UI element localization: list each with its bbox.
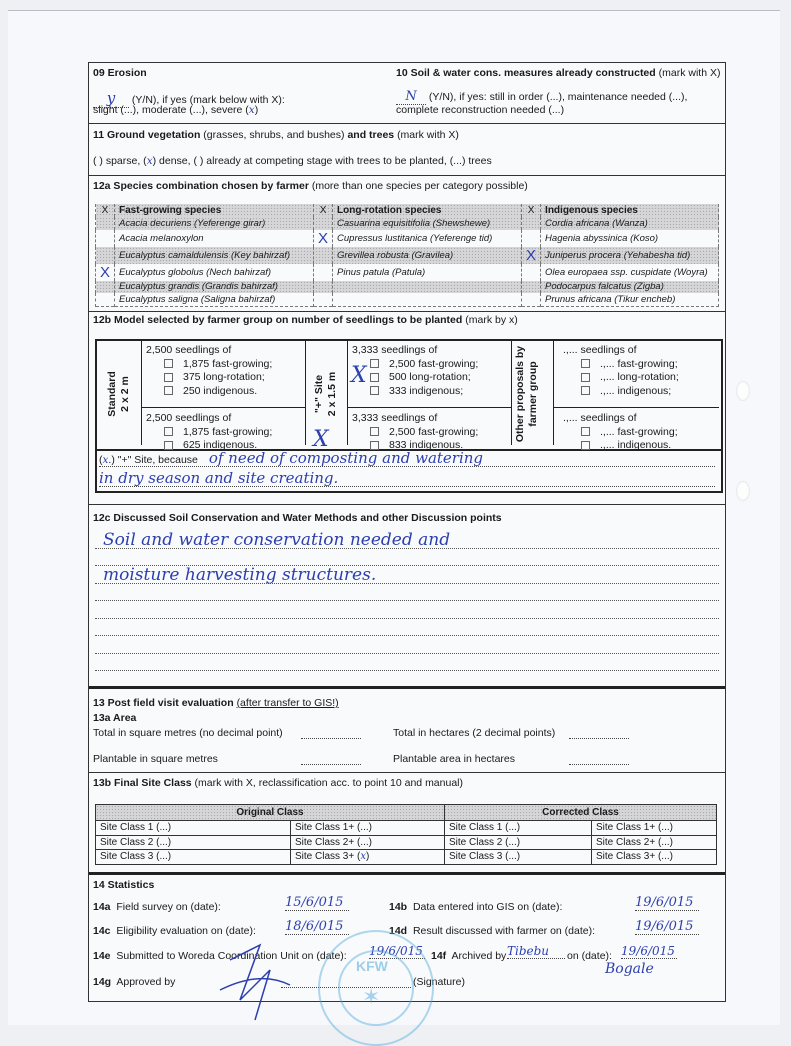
- model-title-bold: 12b Model selected by farmer group on number of seedlings to be planted: [93, 314, 463, 326]
- option-item: .,... fast-growing;: [600, 357, 678, 370]
- species-row: [96, 281, 719, 294]
- swc-answer[interactable]: N: [405, 89, 417, 104]
- site-class-option[interactable]: Site Class 1+ (...): [291, 821, 445, 836]
- indigenous-species: Olea europaea ssp. cuspidate (Woyra): [541, 264, 719, 281]
- option-item: 625 indigenous.: [183, 439, 258, 451]
- site-class-option[interactable]: Site Class 3 (...): [445, 850, 592, 865]
- swc-title-bold: 10 Soil & water cons. measures already constructed: [396, 67, 656, 79]
- option-head: 3,333 seedlings of: [352, 412, 438, 424]
- erosion-close: ): [254, 104, 259, 116]
- area-title: 13a Area: [93, 712, 137, 724]
- total-ha-field[interactable]: [569, 727, 629, 739]
- site-class-option[interactable]: Site Class 2+ (...): [291, 835, 445, 850]
- stat-num: 14b: [389, 901, 408, 913]
- checkbox[interactable]: [581, 359, 590, 368]
- other-label-line1: Other proposals by: [514, 345, 526, 443]
- site-class-option[interactable]: Site Class 3 (...): [96, 850, 291, 865]
- discussion-text-1[interactable]: Soil and water conservation needed and: [103, 529, 451, 550]
- vegetation-title-b2: and trees: [347, 129, 395, 141]
- total-sqm-label: Total in square metres (no decimal point): [93, 727, 283, 739]
- fast-growing-species: Eucalyptus grandis (Grandis bahirzaf): [115, 281, 314, 294]
- fast-growing-species: Eucalyptus saligna (Saligna bahirzaf): [115, 293, 314, 306]
- x-column-header: X: [96, 204, 115, 217]
- site-class-option[interactable]: Site Class 2 (...): [96, 835, 291, 850]
- checkbox[interactable]: [164, 359, 173, 368]
- site-class-3plus-option[interactable]: [291, 850, 445, 865]
- checkbox[interactable]: [164, 386, 173, 395]
- erosion-severity: [93, 104, 258, 116]
- vegetation-title: [93, 129, 459, 141]
- long-rotation-species: Casuarina equisitifolia (Shewshewe): [333, 217, 522, 230]
- species-mark[interactable]: [96, 217, 115, 230]
- official-stamp: [318, 930, 434, 1046]
- site-class-row: [96, 835, 717, 850]
- species-mark[interactable]: X: [314, 230, 333, 247]
- site-class-title-note: (mark with X, reclassification acc. to point 10 and manual): [194, 777, 463, 789]
- stat-num: 14g: [93, 976, 112, 988]
- fast-growing-species: Eucalyptus globolus (Nech bahirzaf): [115, 264, 314, 281]
- checkbox[interactable]: [370, 359, 379, 368]
- stat-label: Field survey on (date):: [116, 901, 221, 913]
- discussion-text-2[interactable]: moisture harvesting structures.: [103, 564, 377, 585]
- stamp-text: KFW: [356, 958, 388, 974]
- vegetation-options: [93, 155, 492, 167]
- checkbox[interactable]: [164, 427, 173, 436]
- signature-label: (Signature): [413, 976, 465, 988]
- site-class-option[interactable]: Site Class 2 (...): [445, 835, 592, 850]
- swc-title-note: (mark with X): [658, 67, 721, 79]
- erosion-severity-text: slight (...), moderate (...), severe (: [93, 104, 249, 116]
- option-item: .,... long-rotation;: [600, 371, 679, 383]
- discussion-lines: [95, 531, 719, 689]
- site-class-title: [93, 777, 463, 789]
- long-rotation-species: [333, 281, 522, 294]
- checkbox[interactable]: [370, 386, 379, 395]
- model-title: [93, 314, 518, 326]
- long-rotation-header: Long-rotation species: [333, 204, 522, 217]
- species-header-row: [96, 204, 719, 217]
- stat-num: 14e: [93, 950, 111, 962]
- species-mark[interactable]: X: [522, 247, 541, 264]
- post-eval-title: [93, 697, 339, 709]
- checkbox[interactable]: [370, 373, 379, 382]
- option-head: 2,500 seedlings of: [146, 344, 232, 356]
- site-class-3plus-label: Site Class 3+ (: [295, 851, 361, 863]
- species-row: [96, 293, 719, 306]
- site-class-3plus-close: ): [365, 851, 370, 863]
- divider: [89, 872, 725, 875]
- species-title-bold: 12a Species combination chosen by farmer: [93, 180, 309, 192]
- plantable-sqm-field[interactable]: [301, 753, 361, 765]
- stat-num: 14d: [389, 925, 408, 937]
- severe-mark[interactable]: x: [248, 104, 255, 116]
- model-table: [95, 339, 723, 451]
- species-row: [96, 230, 719, 247]
- other-label-line2: farmer group: [527, 361, 539, 427]
- option-item: .,... indigenous.: [600, 439, 672, 451]
- stat-num: 14f: [431, 950, 447, 962]
- species-mark[interactable]: X: [96, 264, 115, 281]
- option-item: 2,500 fast-growing;: [389, 425, 479, 438]
- vegetation-title-b1: 11 Ground vegetation: [93, 129, 201, 141]
- stat-14b: [389, 901, 562, 913]
- stat-label: Data entered into GIS on (date):: [412, 901, 563, 913]
- option-item: 1,875 fast-growing;: [183, 425, 273, 438]
- discussion-title: 12c Discussed Soil Conservation and Water Methods and other Discussion points: [93, 512, 502, 524]
- field-survey-date[interactable]: 15/6/015: [285, 895, 349, 911]
- species-mark[interactable]: [96, 230, 115, 247]
- stat-14g: [93, 976, 175, 988]
- stat-label: Result discussed with farmer on (date):: [412, 925, 596, 937]
- star-icon: ✶: [362, 984, 381, 1009]
- divider: [89, 123, 725, 124]
- long-rotation-species: [333, 293, 522, 306]
- divider: [89, 772, 725, 773]
- option-item: .,... indigenous;: [600, 384, 672, 397]
- original-class-header: Original Class: [96, 805, 445, 821]
- option-head: .,... seedlings of: [563, 344, 637, 356]
- statistics-title: 14 Statistics: [93, 879, 155, 891]
- option-head: 2,500 seedlings of: [146, 412, 232, 424]
- checkbox[interactable]: [581, 386, 590, 395]
- species-mark[interactable]: [314, 247, 333, 264]
- stat-14a: [93, 901, 221, 913]
- post-eval-title-underlined: (after transfer to GIS!): [236, 697, 339, 709]
- indigenous-species: Podocarpus falcatus (Zigba): [541, 281, 719, 294]
- site-class-3plus-mark[interactable]: x: [360, 851, 366, 863]
- site-class-row: [96, 850, 717, 865]
- plus-site-label-line1: "+" Site: [313, 374, 325, 414]
- vegetation-opt1: ( ) sparse, (: [93, 155, 147, 167]
- site-class-option[interactable]: Site Class 3+ (...): [592, 850, 717, 865]
- post-eval-title-bold: 13 Post field visit evaluation: [93, 697, 234, 709]
- stat-label: Approved by: [116, 976, 176, 988]
- because-label: .) "+" Site, because: [108, 454, 198, 466]
- plantable-sqm-label: Plantable in square metres: [93, 753, 218, 765]
- total-ha-label: Total in hectares (2 decimal points): [393, 727, 556, 739]
- other-option-a: [563, 344, 679, 398]
- submitted-date[interactable]: 19/6/015: [369, 944, 425, 959]
- form: [88, 62, 726, 1002]
- stat-label: Archived by: [451, 950, 507, 962]
- species-table: [95, 204, 719, 307]
- fast-growing-species: Acacia melanoxylon: [115, 230, 314, 247]
- option-head: 3,333 seedlings of: [352, 344, 438, 356]
- option-item: 375 long-rotation;: [183, 371, 265, 383]
- signature-scribble: [200, 940, 320, 1024]
- plus-site-label-line2: 2 x 1.5 m: [326, 371, 338, 417]
- stat-label: Eligibility evaluation on (date):: [116, 925, 256, 937]
- site-class-option[interactable]: Site Class 1 (...): [445, 821, 592, 836]
- indigenous-species: Hagenia abyssinica (Koso): [541, 230, 719, 247]
- because-open: (: [99, 454, 103, 466]
- species-mark[interactable]: [314, 264, 333, 281]
- divider: [89, 686, 725, 689]
- dense-mark[interactable]: x: [146, 155, 153, 167]
- total-sqm-field[interactable]: [301, 727, 361, 739]
- species-mark[interactable]: [314, 293, 333, 306]
- checkbox[interactable]: [370, 427, 379, 436]
- species-mark[interactable]: [314, 217, 333, 230]
- site-class-option[interactable]: Site Class 1+ (...): [592, 821, 717, 836]
- plantable-ha-label: Plantable area in hectares: [393, 753, 515, 765]
- vegetation-opt2: ) dense, ( ) already at competing stage with trees to be planted, (...) trees: [152, 155, 492, 167]
- because-line-1: [99, 449, 715, 467]
- site-class-title-bold: 13b Final Site Class: [93, 777, 192, 789]
- divider: [89, 175, 725, 176]
- fast-growing-species: Eucalyptus camaldulensis (Key bahirzaf): [115, 247, 314, 264]
- x-column-header: X: [522, 204, 541, 217]
- standard-label: [106, 344, 132, 444]
- option-item: 833 indigenous.: [389, 439, 464, 451]
- gis-entry-date[interactable]: 19/6/015: [635, 895, 699, 911]
- x-column-header: X: [314, 204, 333, 217]
- swc-yn: [396, 89, 687, 105]
- plus-site-mark[interactable]: X: [313, 427, 329, 452]
- checkbox[interactable]: [581, 373, 590, 382]
- option-item: 250 indigenous.: [183, 384, 258, 397]
- species-title: [93, 180, 528, 192]
- fast-growing-header: Fast-growing species: [115, 204, 314, 217]
- long-rotation-species: Pinus patula (Patula): [333, 264, 522, 281]
- site-class-option[interactable]: Site Class 1 (...): [96, 821, 291, 836]
- stat-14d: [389, 925, 595, 937]
- handwritten-name: Bogale: [605, 961, 654, 977]
- vegetation-title-n2: (mark with X): [397, 129, 459, 141]
- option-item: 333 indigenous;: [389, 384, 464, 397]
- site-class-table: [95, 804, 717, 865]
- archived-by-name[interactable]: Tibebu: [507, 944, 565, 959]
- stat-num: 14a: [93, 901, 111, 913]
- option-item: .,... fast-growing;: [600, 425, 678, 438]
- standard-option-a: [146, 344, 272, 398]
- plus-option-a: [352, 344, 478, 398]
- erosion-title: 09 Erosion: [93, 67, 147, 79]
- species-mark[interactable]: [96, 247, 115, 264]
- species-mark[interactable]: [314, 281, 333, 294]
- erosion-answer[interactable]: y: [106, 89, 116, 107]
- site-class-row: [96, 821, 717, 836]
- fast-growing-species: Acacia decuriens (Yeferenge girar): [115, 217, 314, 230]
- divider: [89, 504, 725, 505]
- indigenous-species: Cordia africana (Wanza): [541, 217, 719, 230]
- indigenous-species: Prunus africana (Tikur encheb): [541, 293, 719, 306]
- species-mark[interactable]: [522, 217, 541, 230]
- long-rotation-species: Grevillea robusta (Gravilea): [333, 247, 522, 264]
- stat-num: 14c: [93, 925, 111, 937]
- site-class-option[interactable]: Site Class 2+ (...): [592, 835, 717, 850]
- species-mark[interactable]: [522, 264, 541, 281]
- option-item: 2,500 fast-growing;: [389, 357, 479, 370]
- corrected-class-header: Corrected Class: [445, 805, 717, 821]
- other-proposals-label: [514, 339, 540, 449]
- option-item: 1,875 fast-growing;: [183, 357, 273, 370]
- indigenous-header: Indigenous species: [541, 204, 719, 217]
- species-mark[interactable]: [522, 230, 541, 247]
- divider: [89, 311, 725, 312]
- stat-14c: [93, 925, 256, 937]
- species-mark[interactable]: [96, 281, 115, 294]
- swc-line2: complete reconstruction needed (...): [396, 104, 565, 116]
- species-mark[interactable]: [522, 293, 541, 306]
- species-row: [96, 264, 719, 281]
- checkbox[interactable]: [581, 427, 590, 436]
- plus-option-a-mark[interactable]: X: [351, 363, 367, 388]
- vegetation-title-n1: (grasses, shrubs, and bushes): [203, 129, 345, 141]
- plantable-ha-field[interactable]: [569, 753, 629, 765]
- option-item: 500 long-rotation;: [389, 371, 471, 383]
- long-rotation-species: Cupressus lustitanica (Yeferenge tid): [333, 230, 522, 247]
- because-line-2: [99, 469, 715, 487]
- stat-label: Submitted to Woreda Coordination Unit on (date):: [116, 950, 347, 962]
- model-title-note: (mark by x): [465, 314, 518, 326]
- because-text-2[interactable]: in dry season and site creating.: [99, 469, 339, 487]
- archived-date[interactable]: 19/6/015: [621, 944, 677, 959]
- species-row: [96, 247, 719, 264]
- indigenous-species: Juniperus procera (Yehabesha tid): [541, 247, 719, 264]
- archived-on-label: on (date):: [567, 950, 612, 962]
- because-box: [95, 447, 723, 493]
- result-discussed-date[interactable]: 19/6/015: [635, 919, 699, 935]
- standard-label-line2: 2 x 2 m: [119, 376, 131, 412]
- eligibility-date[interactable]: 18/6/015: [285, 919, 349, 935]
- checkbox[interactable]: [164, 373, 173, 382]
- standard-label-line1: Standard: [106, 371, 118, 417]
- erosion-yn-text: (Y/N), if yes (mark below with X):: [131, 94, 285, 106]
- because-text-1[interactable]: of need of composting and watering: [208, 449, 484, 467]
- punch-hole: [736, 381, 750, 401]
- punch-hole: [736, 481, 750, 501]
- species-title-note: (more than one species per category possible): [311, 180, 528, 192]
- species-row: [96, 217, 719, 230]
- option-head: .,... seedlings of: [563, 412, 637, 424]
- species-mark[interactable]: [96, 293, 115, 306]
- swc-title: [396, 67, 720, 79]
- species-mark[interactable]: [522, 281, 541, 294]
- stat-14f: [431, 950, 506, 962]
- because-mark[interactable]: x: [102, 454, 109, 466]
- swc-yn-text: (Y/N), if yes: still in order (...), maintenance needed (...),: [428, 91, 688, 103]
